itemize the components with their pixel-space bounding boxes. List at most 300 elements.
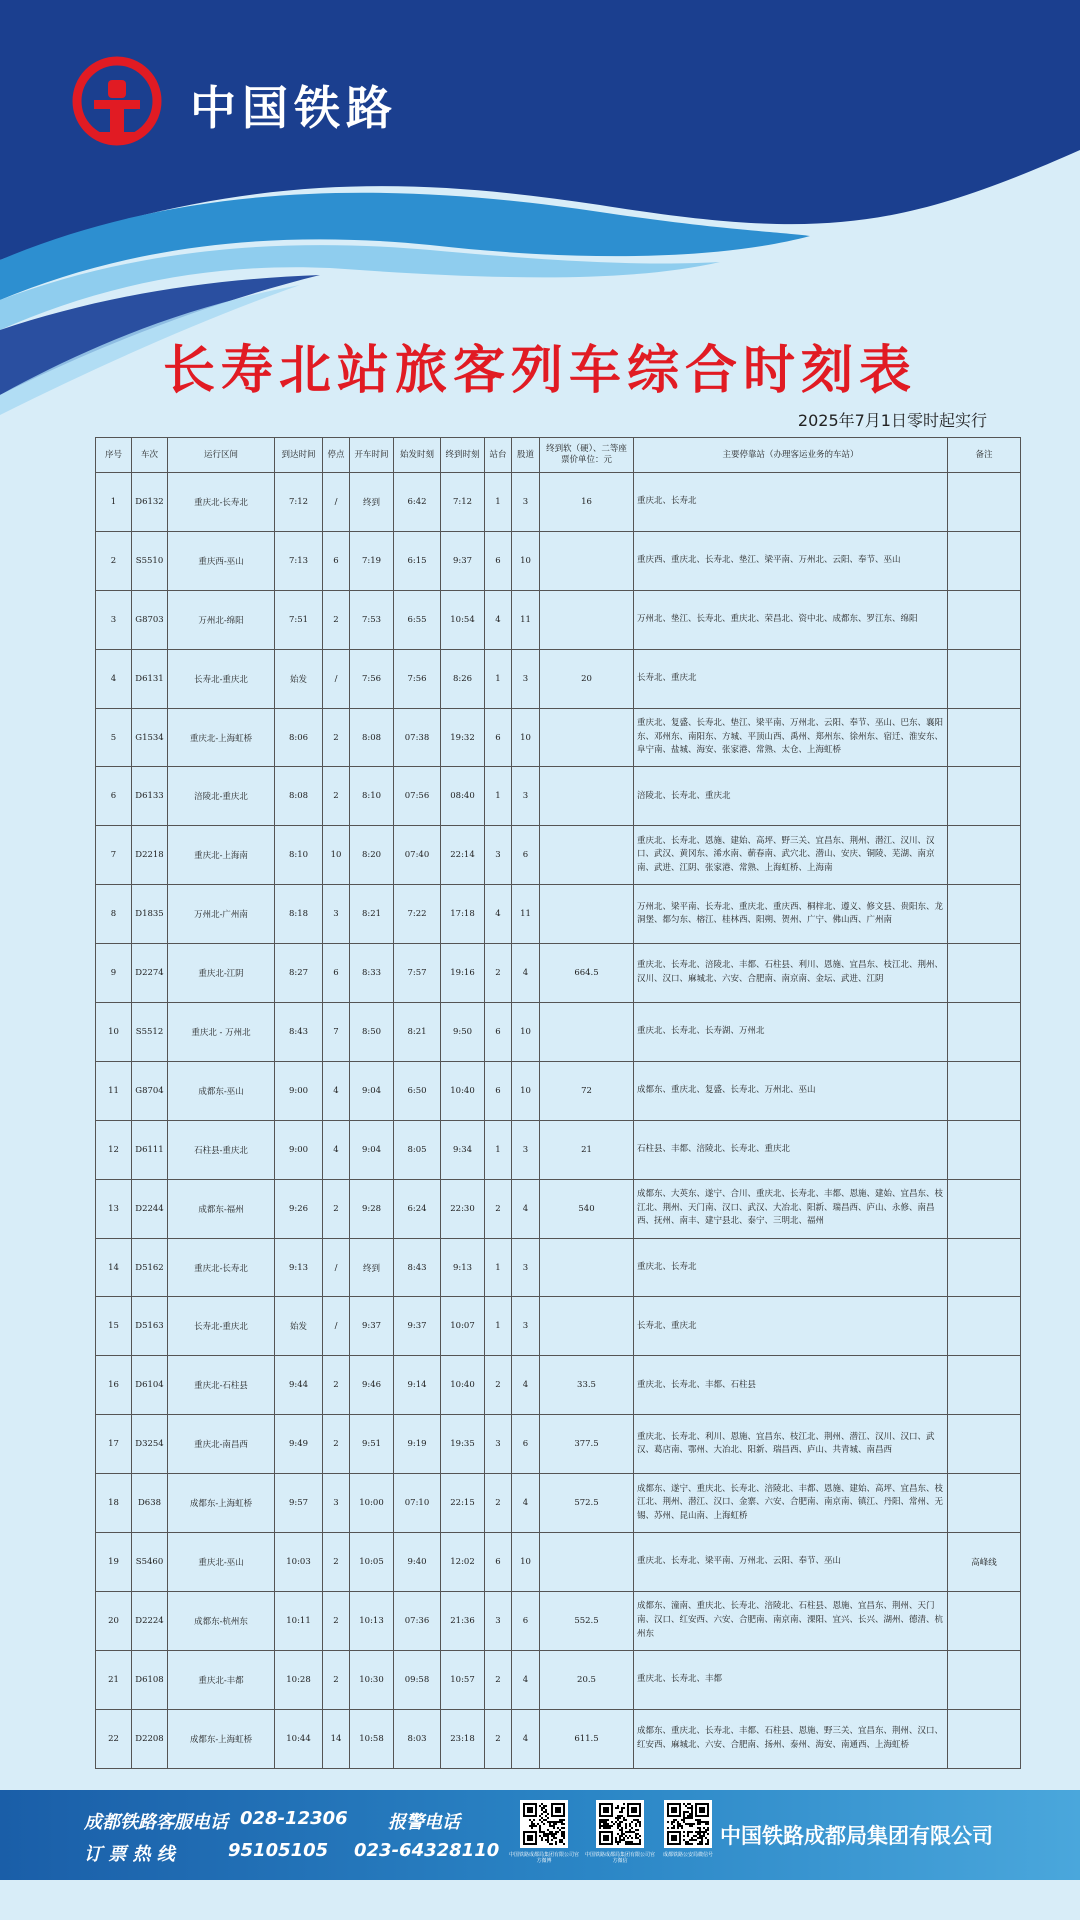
fare: 664.5 bbox=[540, 944, 634, 1003]
remark bbox=[948, 1238, 1021, 1297]
fare: 540 bbox=[540, 1179, 634, 1238]
stop-duration: 2 bbox=[323, 1415, 350, 1474]
train-number: D6132 bbox=[132, 473, 168, 532]
destination-time: 10:40 bbox=[441, 1061, 485, 1120]
fare: 21 bbox=[540, 1120, 634, 1179]
departure-time: 8:21 bbox=[350, 885, 394, 944]
train-number: D6108 bbox=[132, 1650, 168, 1709]
fare: 552.5 bbox=[540, 1591, 634, 1650]
route: 成都东-杭州东 bbox=[168, 1591, 275, 1650]
stop-duration: 4 bbox=[323, 1061, 350, 1120]
route: 成都东-上海虹桥 bbox=[168, 1709, 275, 1768]
row-number: 19 bbox=[96, 1533, 132, 1592]
row-number: 22 bbox=[96, 1709, 132, 1768]
origin-time: 7:57 bbox=[394, 944, 441, 1003]
arrival-time: 8:06 bbox=[275, 708, 323, 767]
booking-hotline-label: 订 票 热 线 bbox=[84, 1844, 175, 1865]
train-number: S5460 bbox=[132, 1533, 168, 1592]
remark bbox=[948, 1297, 1021, 1356]
arrival-time: 10:03 bbox=[275, 1533, 323, 1592]
fare: 20.5 bbox=[540, 1650, 634, 1709]
destination-time: 9:50 bbox=[441, 1003, 485, 1062]
fare bbox=[540, 708, 634, 767]
row-number: 5 bbox=[96, 708, 132, 767]
stop-list: 成都东、重庆北、复盛、长寿北、万州北、巫山 bbox=[634, 1061, 948, 1120]
remark bbox=[948, 767, 1021, 826]
origin-time: 9:40 bbox=[394, 1533, 441, 1592]
route: 重庆北 - 万州北 bbox=[168, 1003, 275, 1062]
arrival-time: 9:49 bbox=[275, 1415, 323, 1474]
fare bbox=[540, 1297, 634, 1356]
police-hotline-number: 023-64328110 bbox=[354, 1840, 500, 1861]
platform: 2 bbox=[485, 1709, 512, 1768]
stop-duration: 6 bbox=[323, 531, 350, 590]
origin-time: 7:56 bbox=[394, 649, 441, 708]
platform: 6 bbox=[485, 1061, 512, 1120]
route: 长寿北-重庆北 bbox=[168, 1297, 275, 1356]
fare bbox=[540, 531, 634, 590]
origin-time: 8:05 bbox=[394, 1120, 441, 1179]
arrival-time: 9:00 bbox=[275, 1061, 323, 1120]
platform: 2 bbox=[485, 1356, 512, 1415]
destination-time: 17:18 bbox=[441, 885, 485, 944]
arrival-time: 9:26 bbox=[275, 1179, 323, 1238]
table-row bbox=[96, 1533, 1021, 1592]
row-number: 7 bbox=[96, 826, 132, 885]
train-number: G1534 bbox=[132, 708, 168, 767]
arrival-time: 始发 bbox=[275, 649, 323, 708]
stop-list: 涪陵北、长寿北、重庆北 bbox=[634, 767, 948, 826]
platform: 3 bbox=[485, 1415, 512, 1474]
remark bbox=[948, 1474, 1021, 1533]
qr-code-icon[interactable] bbox=[596, 1800, 644, 1848]
origin-time: 07:10 bbox=[394, 1474, 441, 1533]
table-row bbox=[96, 1650, 1021, 1709]
platform: 1 bbox=[485, 1120, 512, 1179]
departure-time: 9:04 bbox=[350, 1061, 394, 1120]
destination-time: 12:02 bbox=[441, 1533, 485, 1592]
track: 4 bbox=[512, 1474, 540, 1533]
destination-time: 8:26 bbox=[441, 649, 485, 708]
track: 11 bbox=[512, 590, 540, 649]
platform: 6 bbox=[485, 1003, 512, 1062]
remark bbox=[948, 885, 1021, 944]
train-number: D2208 bbox=[132, 1709, 168, 1768]
origin-time: 07:40 bbox=[394, 826, 441, 885]
route: 重庆北-长寿北 bbox=[168, 1238, 275, 1297]
stop-duration: 2 bbox=[323, 1356, 350, 1415]
destination-time: 23:18 bbox=[441, 1709, 485, 1768]
row-number: 12 bbox=[96, 1120, 132, 1179]
track: 10 bbox=[512, 1533, 540, 1592]
track: 6 bbox=[512, 1591, 540, 1650]
row-number: 15 bbox=[96, 1297, 132, 1356]
fare: 572.5 bbox=[540, 1474, 634, 1533]
track: 10 bbox=[512, 531, 540, 590]
stop-duration: 2 bbox=[323, 590, 350, 649]
arrival-time: 10:11 bbox=[275, 1591, 323, 1650]
remark bbox=[948, 1591, 1021, 1650]
table-row bbox=[96, 1709, 1021, 1768]
train-number: S5512 bbox=[132, 1003, 168, 1062]
table-header-row bbox=[96, 438, 1021, 473]
row-number: 21 bbox=[96, 1650, 132, 1709]
stop-duration: / bbox=[323, 649, 350, 708]
route: 成都东-福州 bbox=[168, 1179, 275, 1238]
route: 万州北-广州南 bbox=[168, 885, 275, 944]
route: 重庆北-上海南 bbox=[168, 826, 275, 885]
row-number: 8 bbox=[96, 885, 132, 944]
departure-time: 8:08 bbox=[350, 708, 394, 767]
route: 重庆北-江阴 bbox=[168, 944, 275, 1003]
destination-time: 19:16 bbox=[441, 944, 485, 1003]
departure-time: 8:10 bbox=[350, 767, 394, 826]
origin-time: 6:24 bbox=[394, 1179, 441, 1238]
stop-duration: 2 bbox=[323, 767, 350, 826]
origin-time: 07:36 bbox=[394, 1591, 441, 1650]
platform: 1 bbox=[485, 767, 512, 826]
arrival-time: 10:44 bbox=[275, 1709, 323, 1768]
origin-time: 9:19 bbox=[394, 1415, 441, 1474]
track: 6 bbox=[512, 826, 540, 885]
stop-list: 万州北、梁平南、长寿北、重庆北、重庆西、桐梓北、遵义、修文县、贵阳东、龙洞堡、都匀东、榕江、桂林西、阳朔、贺州、广宁、佛山西、广州南 bbox=[634, 885, 948, 944]
row-number: 11 bbox=[96, 1061, 132, 1120]
route: 重庆北-丰都 bbox=[168, 1650, 275, 1709]
col-header: 序号 bbox=[96, 438, 132, 473]
row-number: 13 bbox=[96, 1179, 132, 1238]
arrival-time: 7:12 bbox=[275, 473, 323, 532]
route: 成都东-巫山 bbox=[168, 1061, 275, 1120]
stop-list: 重庆北、长寿北 bbox=[634, 473, 948, 532]
train-number: D6111 bbox=[132, 1120, 168, 1179]
departure-time: 终到 bbox=[350, 473, 394, 532]
platform: 1 bbox=[485, 1297, 512, 1356]
table-row bbox=[96, 1061, 1021, 1120]
stop-list: 重庆北、长寿北、涪陵北、丰都、石柱县、利川、恩施、宜昌东、枝江北、荆州、汉川、汉口、麻城北、六安、合肥南、南京南、金坛、武进、江阴 bbox=[634, 944, 948, 1003]
stop-duration: 14 bbox=[323, 1709, 350, 1768]
table-row bbox=[96, 1356, 1021, 1415]
row-number: 16 bbox=[96, 1356, 132, 1415]
table-row bbox=[96, 1238, 1021, 1297]
track: 3 bbox=[512, 1238, 540, 1297]
remark bbox=[948, 531, 1021, 590]
fare: 16 bbox=[540, 473, 634, 532]
departure-time: 7:53 bbox=[350, 590, 394, 649]
fare: 72 bbox=[540, 1061, 634, 1120]
table-row bbox=[96, 473, 1021, 532]
timetable bbox=[95, 437, 1021, 1769]
service-hotline-label: 成都铁路客服电话 bbox=[84, 1812, 228, 1833]
route: 重庆北-南昌西 bbox=[168, 1415, 275, 1474]
destination-time: 9:34 bbox=[441, 1120, 485, 1179]
departure-time: 10:13 bbox=[350, 1591, 394, 1650]
col-header: 运行区间 bbox=[168, 438, 275, 473]
effective-date: 2025年7月1日零时起实行 bbox=[797, 411, 987, 430]
destination-time: 10:07 bbox=[441, 1297, 485, 1356]
destination-time: 19:32 bbox=[441, 708, 485, 767]
table-row bbox=[96, 1415, 1021, 1474]
origin-time: 8:43 bbox=[394, 1238, 441, 1297]
qr-code-icon[interactable] bbox=[664, 1800, 712, 1848]
origin-time: 07:56 bbox=[394, 767, 441, 826]
platform: 2 bbox=[485, 1179, 512, 1238]
remark bbox=[948, 944, 1021, 1003]
train-number: D2274 bbox=[132, 944, 168, 1003]
remark bbox=[948, 708, 1021, 767]
route: 重庆北-长寿北 bbox=[168, 473, 275, 532]
col-header: 终到时刻 bbox=[441, 438, 485, 473]
col-header: 到达时间 bbox=[275, 438, 323, 473]
departure-time: 8:20 bbox=[350, 826, 394, 885]
destination-time: 22:14 bbox=[441, 826, 485, 885]
table-row bbox=[96, 1120, 1021, 1179]
track: 4 bbox=[512, 1356, 540, 1415]
table-body bbox=[96, 473, 1021, 1769]
arrival-time: 8:18 bbox=[275, 885, 323, 944]
row-number: 10 bbox=[96, 1003, 132, 1062]
route: 重庆北-上海虹桥 bbox=[168, 708, 275, 767]
track: 10 bbox=[512, 1003, 540, 1062]
brand-name: 中国铁路 bbox=[190, 81, 398, 135]
col-header: 开车时间 bbox=[350, 438, 394, 473]
table-row bbox=[96, 531, 1021, 590]
departure-time: 10:30 bbox=[350, 1650, 394, 1709]
track: 3 bbox=[512, 473, 540, 532]
track: 4 bbox=[512, 944, 540, 1003]
row-number: 18 bbox=[96, 1474, 132, 1533]
row-number: 3 bbox=[96, 590, 132, 649]
stop-duration: 3 bbox=[323, 1474, 350, 1533]
police-hotline-label: 报警电话 bbox=[388, 1812, 460, 1833]
footer-bottom-strip bbox=[0, 1880, 1080, 1920]
train-number: D2224 bbox=[132, 1591, 168, 1650]
qr-caption: 中国铁路成都局集团有限公司官方微博 bbox=[508, 1852, 579, 1864]
route: 万州北-绵阳 bbox=[168, 590, 275, 649]
table-row bbox=[96, 826, 1021, 885]
remark bbox=[948, 1120, 1021, 1179]
track: 4 bbox=[512, 1709, 540, 1768]
stop-list: 万州北、垫江、长寿北、重庆北、荣昌北、资中北、成都东、罗江东、绵阳 bbox=[634, 590, 948, 649]
origin-time: 07:38 bbox=[394, 708, 441, 767]
departure-time: 10:00 bbox=[350, 1474, 394, 1533]
origin-time: 9:14 bbox=[394, 1356, 441, 1415]
track: 10 bbox=[512, 1061, 540, 1120]
origin-time: 7:22 bbox=[394, 885, 441, 944]
col-header: 始发时刻 bbox=[394, 438, 441, 473]
stop-duration: 10 bbox=[323, 826, 350, 885]
departure-time: 终到 bbox=[350, 1238, 394, 1297]
table-row bbox=[96, 708, 1021, 767]
destination-time: 19:35 bbox=[441, 1415, 485, 1474]
departure-time: 10:58 bbox=[350, 1709, 394, 1768]
track: 10 bbox=[512, 708, 540, 767]
departure-time: 7:19 bbox=[350, 531, 394, 590]
platform: 1 bbox=[485, 1238, 512, 1297]
row-number: 17 bbox=[96, 1415, 132, 1474]
track: 3 bbox=[512, 1120, 540, 1179]
col-header: 股道 bbox=[512, 438, 540, 473]
table-row bbox=[96, 767, 1021, 826]
destination-time: 08:40 bbox=[441, 767, 485, 826]
col-header: 停点 bbox=[323, 438, 350, 473]
remark bbox=[948, 826, 1021, 885]
arrival-time: 10:28 bbox=[275, 1650, 323, 1709]
remark bbox=[948, 1179, 1021, 1238]
train-number: D5163 bbox=[132, 1297, 168, 1356]
stop-duration: / bbox=[323, 473, 350, 532]
page-title: 长寿北站旅客列车综合时刻表 bbox=[162, 341, 917, 401]
train-number: D638 bbox=[132, 1474, 168, 1533]
arrival-time: 7:51 bbox=[275, 590, 323, 649]
fare: 377.5 bbox=[540, 1415, 634, 1474]
origin-time: 9:37 bbox=[394, 1297, 441, 1356]
train-number: D6133 bbox=[132, 767, 168, 826]
stop-duration: 2 bbox=[323, 708, 350, 767]
train-number: D3254 bbox=[132, 1415, 168, 1474]
train-number: D2218 bbox=[132, 826, 168, 885]
remark bbox=[948, 1061, 1021, 1120]
company-name: 中国铁路成都局集团有限公司 bbox=[720, 1824, 993, 1848]
track: 6 bbox=[512, 1415, 540, 1474]
train-number: D6131 bbox=[132, 649, 168, 708]
fare bbox=[540, 590, 634, 649]
platform: 2 bbox=[485, 1650, 512, 1709]
arrival-time: 8:27 bbox=[275, 944, 323, 1003]
platform: 6 bbox=[485, 531, 512, 590]
platform: 6 bbox=[485, 1533, 512, 1592]
train-number: D6104 bbox=[132, 1356, 168, 1415]
track: 3 bbox=[512, 1297, 540, 1356]
departure-time: 9:46 bbox=[350, 1356, 394, 1415]
origin-time: 6:55 bbox=[394, 590, 441, 649]
stop-duration: 3 bbox=[323, 885, 350, 944]
table-row bbox=[96, 1297, 1021, 1356]
arrival-time: 9:57 bbox=[275, 1474, 323, 1533]
row-number: 6 bbox=[96, 767, 132, 826]
stop-list: 重庆北、复盛、长寿北、垫江、梁平南、万州北、云阳、奉节、巫山、巴东、襄阳东、邓州东、南阳东、方城、平顶山西、禹州、郑州东、徐州东、宿迁、淮安东、阜宁南、盐城、海安、张家港、常熟、太仓、上海虹桥 bbox=[634, 708, 948, 767]
remark bbox=[948, 649, 1021, 708]
origin-time: 6:15 bbox=[394, 531, 441, 590]
qr-caption: 成都铁路公安局微信号 bbox=[662, 1852, 713, 1858]
row-number: 1 bbox=[96, 473, 132, 532]
origin-time: 8:03 bbox=[394, 1709, 441, 1768]
destination-time: 22:15 bbox=[441, 1474, 485, 1533]
stop-duration: 6 bbox=[323, 944, 350, 1003]
fare bbox=[540, 885, 634, 944]
stop-duration: 7 bbox=[323, 1003, 350, 1062]
route: 长寿北-重庆北 bbox=[168, 649, 275, 708]
row-number: 20 bbox=[96, 1591, 132, 1650]
train-number: D5162 bbox=[132, 1238, 168, 1297]
track: 11 bbox=[512, 885, 540, 944]
table-row bbox=[96, 1591, 1021, 1650]
col-header: 终到软（硬）、二等座票价单位：元 bbox=[540, 438, 634, 473]
destination-time: 21:36 bbox=[441, 1591, 485, 1650]
china-railway-logo-icon bbox=[72, 56, 162, 146]
col-header: 站台 bbox=[485, 438, 512, 473]
col-header: 车次 bbox=[132, 438, 168, 473]
stop-duration: 2 bbox=[323, 1591, 350, 1650]
remark: 高峰线 bbox=[948, 1533, 1021, 1592]
arrival-time: 8:43 bbox=[275, 1003, 323, 1062]
route: 重庆北-巫山 bbox=[168, 1533, 275, 1592]
remark bbox=[948, 590, 1021, 649]
origin-time: 6:42 bbox=[394, 473, 441, 532]
fare: 33.5 bbox=[540, 1356, 634, 1415]
departure-time: 10:05 bbox=[350, 1533, 394, 1592]
train-number: D2244 bbox=[132, 1179, 168, 1238]
remark bbox=[948, 1415, 1021, 1474]
table-row bbox=[96, 1003, 1021, 1062]
qr-caption: 中国铁路成都局集团有限公司官方微信 bbox=[584, 1852, 655, 1864]
destination-time: 10:54 bbox=[441, 590, 485, 649]
route: 涪陵北-重庆北 bbox=[168, 767, 275, 826]
track: 3 bbox=[512, 649, 540, 708]
train-number: G8704 bbox=[132, 1061, 168, 1120]
destination-time: 9:37 bbox=[441, 531, 485, 590]
destination-time: 22:30 bbox=[441, 1179, 485, 1238]
platform: 6 bbox=[485, 708, 512, 767]
qr-code-icon[interactable] bbox=[520, 1800, 568, 1848]
stop-duration: 2 bbox=[323, 1179, 350, 1238]
row-number: 4 bbox=[96, 649, 132, 708]
route: 重庆北-石柱县 bbox=[168, 1356, 275, 1415]
stop-duration: 2 bbox=[323, 1650, 350, 1709]
row-number: 14 bbox=[96, 1238, 132, 1297]
fare bbox=[540, 1533, 634, 1592]
remark bbox=[948, 1650, 1021, 1709]
stop-list: 重庆北、长寿北、丰都、石柱县 bbox=[634, 1356, 948, 1415]
row-number: 2 bbox=[96, 531, 132, 590]
track: 4 bbox=[512, 1179, 540, 1238]
route: 成都东-上海虹桥 bbox=[168, 1474, 275, 1533]
remark bbox=[948, 1356, 1021, 1415]
arrival-time: 7:13 bbox=[275, 531, 323, 590]
table-row bbox=[96, 885, 1021, 944]
origin-time: 8:21 bbox=[394, 1003, 441, 1062]
destination-time: 7:12 bbox=[441, 473, 485, 532]
stop-list: 长寿北、重庆北 bbox=[634, 1297, 948, 1356]
fare: 611.5 bbox=[540, 1709, 634, 1768]
stop-list: 成都东、重庆北、长寿北、丰都、石柱县、恩施、野三关、宜昌东、荆州、汉口、红安西、麻城北、六安、合肥南、扬州、泰州、海安、南通西、上海虹桥 bbox=[634, 1709, 948, 1768]
fare bbox=[540, 826, 634, 885]
col-header: 备注 bbox=[948, 438, 1021, 473]
departure-time: 9:37 bbox=[350, 1297, 394, 1356]
stop-duration: 2 bbox=[323, 1533, 350, 1592]
table-row bbox=[96, 1474, 1021, 1533]
arrival-time: 8:10 bbox=[275, 826, 323, 885]
train-number: S5510 bbox=[132, 531, 168, 590]
arrival-time: 9:44 bbox=[275, 1356, 323, 1415]
destination-time: 10:40 bbox=[441, 1356, 485, 1415]
stop-list: 重庆北、长寿北、利川、恩施、宜昌东、枝江北、荆州、潜江、汉川、汉口、武汉、葛店南、鄂州、大冶北、阳新、瑞昌西、庐山、共青城、南昌西 bbox=[634, 1415, 948, 1474]
stop-list: 重庆北、长寿北、丰都 bbox=[634, 1650, 948, 1709]
stop-list: 长寿北、重庆北 bbox=[634, 649, 948, 708]
booking-hotline-number: 95105105 bbox=[228, 1840, 329, 1861]
stop-list: 重庆北、长寿北、梁平南、万州北、云阳、奉节、巫山 bbox=[634, 1533, 948, 1592]
arrival-time: 始发 bbox=[275, 1297, 323, 1356]
platform: 4 bbox=[485, 590, 512, 649]
table-row bbox=[96, 649, 1021, 708]
departure-time: 9:28 bbox=[350, 1179, 394, 1238]
platform: 2 bbox=[485, 944, 512, 1003]
col-header: 主要停靠站（办理客运业务的车站） bbox=[634, 438, 948, 473]
train-number: G8703 bbox=[132, 590, 168, 649]
fare bbox=[540, 1238, 634, 1297]
stop-list: 重庆北、长寿北、长寿湖、万州北 bbox=[634, 1003, 948, 1062]
platform: 4 bbox=[485, 885, 512, 944]
platform: 1 bbox=[485, 649, 512, 708]
